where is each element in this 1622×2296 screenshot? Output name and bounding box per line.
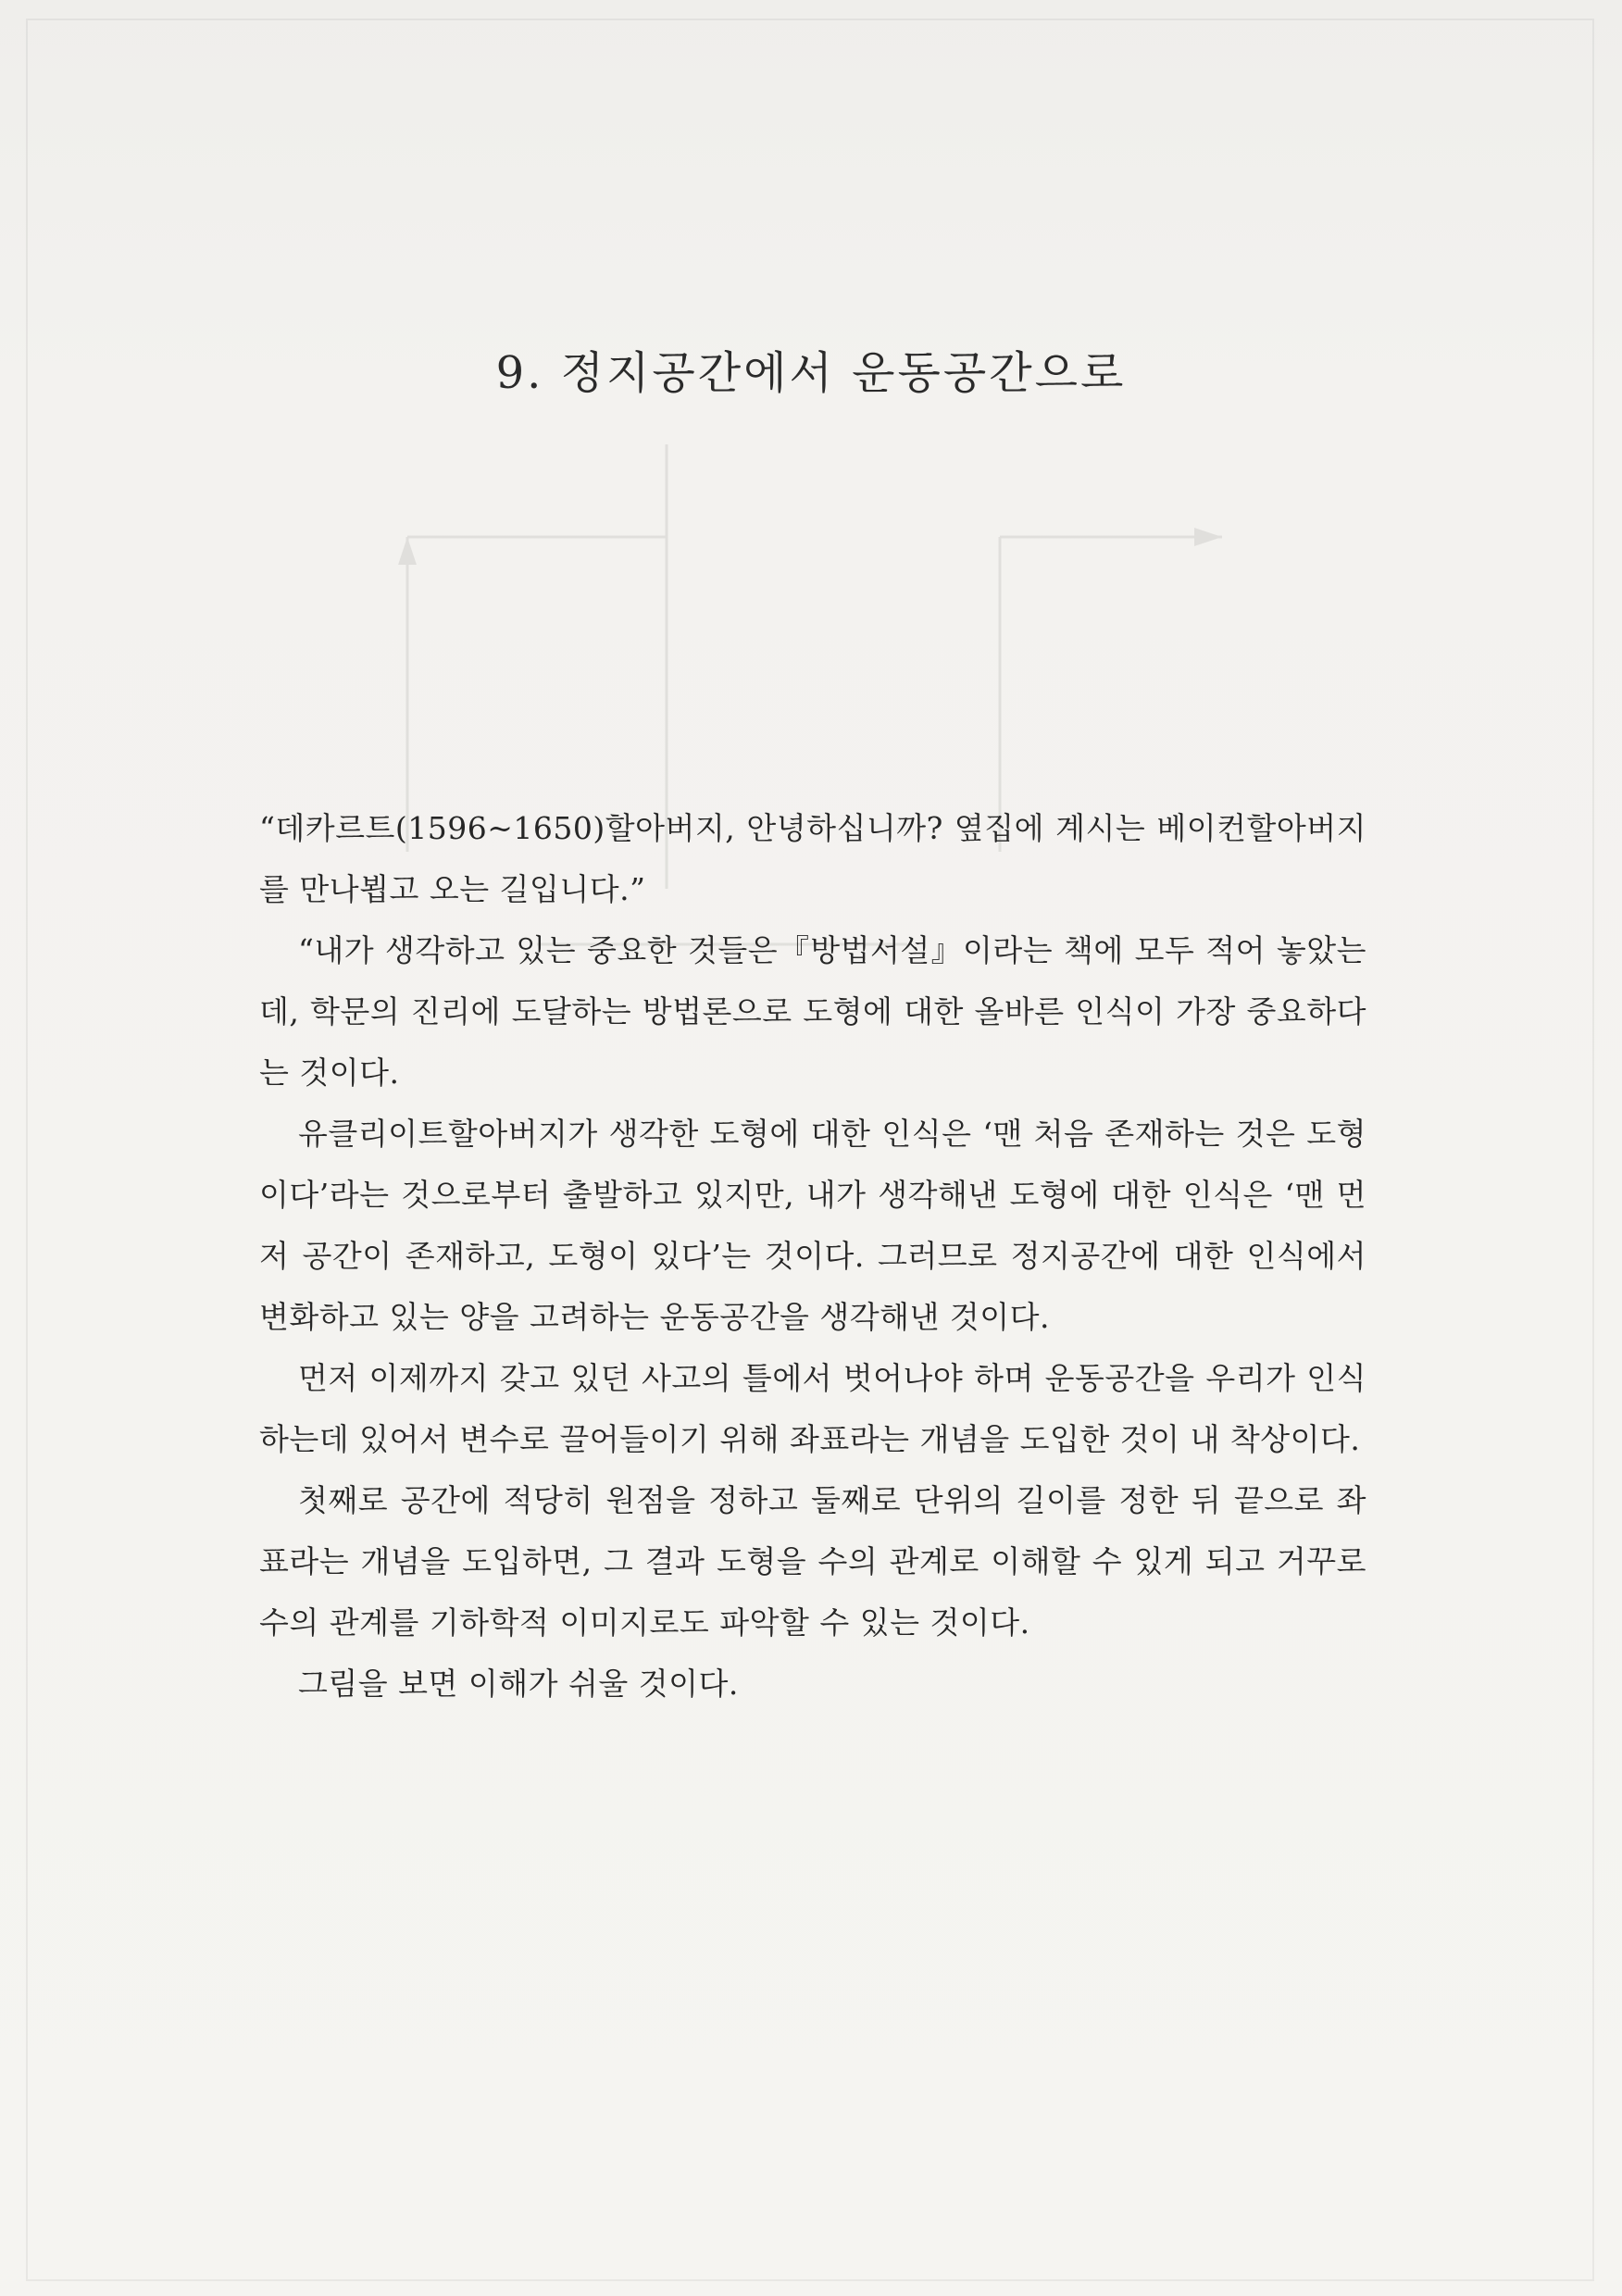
body-text xyxy=(259,798,1366,1715)
paragraph-4: 먼저 이제까지 갖고 있던 사고의 틀에서 벗어나야 하며 운동공간을 우리가 인식하는데 있어서 변수로 끌어들이기 위해 좌표라는 개념을 도입한 것이 내 착상이다. xyxy=(259,1360,1366,1457)
paragraph-3: 유클리이트할아버지가 생각한 도형에 대한 인식은 ‘맨 처음 존재하는 것은 도형이다’라는 것으로부터 출발하고 있지만, 내가 생각해낸 도형에 대한 인식은 ‘맨 먼저 공간이 존재하고, 도형이 있다’는 것이다. 그러므로 정지공간에 대한 인식에서 변화하고 있는 양을 고려하는 운동공간을 생각해낸 것이다. xyxy=(259,1116,1366,1335)
paragraph-6: 그림을 보면 이해가 쉬울 것이다. xyxy=(298,1666,739,1702)
paragraph-5: 첫째로 공간에 적당히 원점을 정하고 둘째로 단위의 길이를 정한 뒤 끝으로 좌표라는 개념을 도입하면, 그 결과 도형을 수의 관계로 이해할 수 있게 되고 거꾸로 수의 관계를 기하학적 이미지로도 파악할 수 있는 것이다. xyxy=(259,1482,1366,1641)
paragraph-2: “내가 생각하고 있는 중요한 것들은『방법서설』이라는 책에 모두 적어 놓았는데, 학문의 진리에 도달하는 방법론으로 도형에 대한 올바른 인식이 가장 중요하다는 것이다. xyxy=(259,932,1366,1091)
paragraph-1: “데카르트(1596~1650)할아버지, 안녕하십니까? 옆집에 계시는 베이컨할아버지를 만나뵙고 오는 길입니다.” xyxy=(259,810,1366,907)
chapter-title: 9. 정지공간에서 운동공간으로 xyxy=(495,347,1127,399)
